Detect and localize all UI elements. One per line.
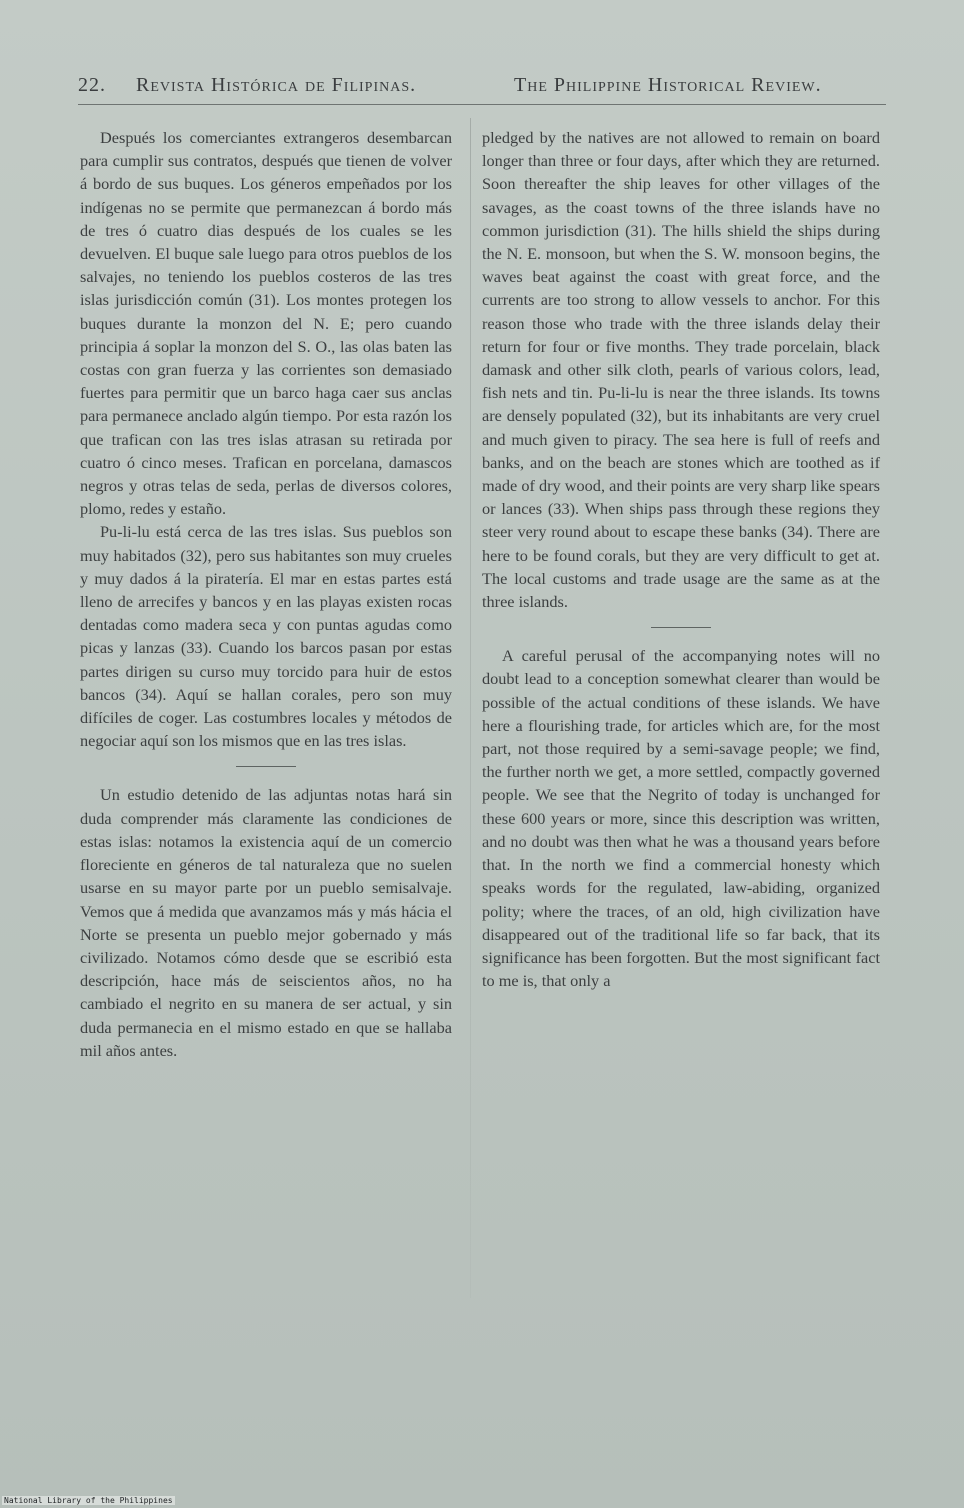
english-column [482,126,880,992]
page-number: 22. [78,74,106,96]
section-separator [651,627,711,628]
spanish-paragraph-2: Pu-li-lu está cerca de las tres islas. Sus pueblos son muy habitados (32), pero sus habitantes son muy crueles y muy dados á la piratería. El mar en estas partes está lleno de arrecifes y bancos y en las playas existen rocas dentadas como madera seca y con puntas agudas como picas y lanzas (33). Cuando los barcos pasan por estas partes dirigen su curso muy torcido para huir de estos bancos (34). Aquí se hallan corales, pero son muy difíciles de coger. Las costumbres locales y métodos de negociar aquí son los mismos que en las tres islas. [80,522,452,751]
english-paragraph-2: A careful perusal of the accompanying notes will no doubt lead to a conception somewhat clearer than would be possible of the actual conditions of these islands. We have here a flourishing trade, for articles which are, for the most part, not those required by a semi-savage people; we find, the further north we get, a more settled, compactly governed people. We see that the Negrito of today is unchanged for these 600 years or more, since this description was written, and no doubt was then what he was a thousand years before that. In the north we find a commercial honesty which speaks words for the regulated, law-abiding, organized polity; where the traces, of an old, high civilization have disappeared out of the traditional life so far back, that its significance has been forgotten. But the most significant fact to me is, that only a [482,646,880,991]
running-head [78,74,886,104]
spanish-paragraph-3: Un estudio detenido de las adjuntas notas hará sin duda comprender más claramente las condiciones de estas islas: notamos la existencia aquí de un comercio floreciente en géneros de tal naturaleza que no suelen usarse en su mayor parte por un pueblo semisalvaje. Vemos que á medida que avanzamos más y más hácia el Norte se presenta un pueblo mejor gobernado y más civilizado. Notamos cómo desde que se escribió esta descripción, hace más de seiscientos años, no ha cambiado el negrito en su manera de ser actual, y sin duda permanecia en el mismo estado en que se hallaba mil años antes. [80,785,452,1060]
section-separator [236,766,296,767]
library-credit: National Library of the Philippines [4,1496,173,1505]
spanish-paragraph-1: Después los comerciantes extrangeros desembarcan para cumplir sus contratos, después que tienen de volver á bordo de sus buques. Los géneros empeñados por los indígenas no se permite que permanezcan á bordo más de tres ó cuatro dias después de los cuales se les devuelven. El buque sale luego para otros pueblos de los salvajes, no teniendo los pueblos costeros de las tres islas jurisdicción común (31). Los montes protegen los buques durante la monzon del N. E; pero cuando principia á soplar la monzon del S. O., las olas baten las costas con gran fuerza y las corrientes son demasiado fuertes para permitir que un barco haga caer sus anclas para permanece anclado algún tiempo. Por esta razón los que trafican con las tres islas atrasan su retirada por cuatro ó cinco meses. Trafican en porcelana, damascos negros y otras telas de seda, perlas de diversos colores, plomo, redes y estaño. [80,128,452,519]
header-rule [78,104,886,105]
english-paragraph-1: pledged by the natives are not allowed to remain on board longer than three or four days, after which they are returned. Soon thereafter the ship leaves for other villages of the savages, as the coast towns of the three islands have no common jurisdiction (31). The hills shield the ships during the N. E. monsoon, but when the S. W. monsoon begins, the waves beat against the coast with great force, and the currents are too strong to allow vessels to anchor. For this reason those who trade with the three islands delay their return for four or five months. They trade porcelain, black damask and other silk cloth, pearls of various colors, lead, fish nets and tin. Pu-li-lu is near the three islands. Its towns are densely populated (32), but its inhabitants are very cruel and much given to piracy. The sea here is full of reefs and banks, and on the beach are stones which are toothed as if made of dry wood, and their points are very sharp like spears or lances (33). When ships pass through these regions they steer very round about to escape these banks (34). There are here to be found corals, but they are very difficult to get at. The local customs and trade usage are the same as at the three islands. [482,128,880,612]
column-divider [470,118,471,1298]
english-running-title: The Philippine Historical Review. [514,74,822,96]
spanish-column [80,126,452,1062]
spanish-running-title: Revista Histórica de Filipinas. [136,74,417,96]
